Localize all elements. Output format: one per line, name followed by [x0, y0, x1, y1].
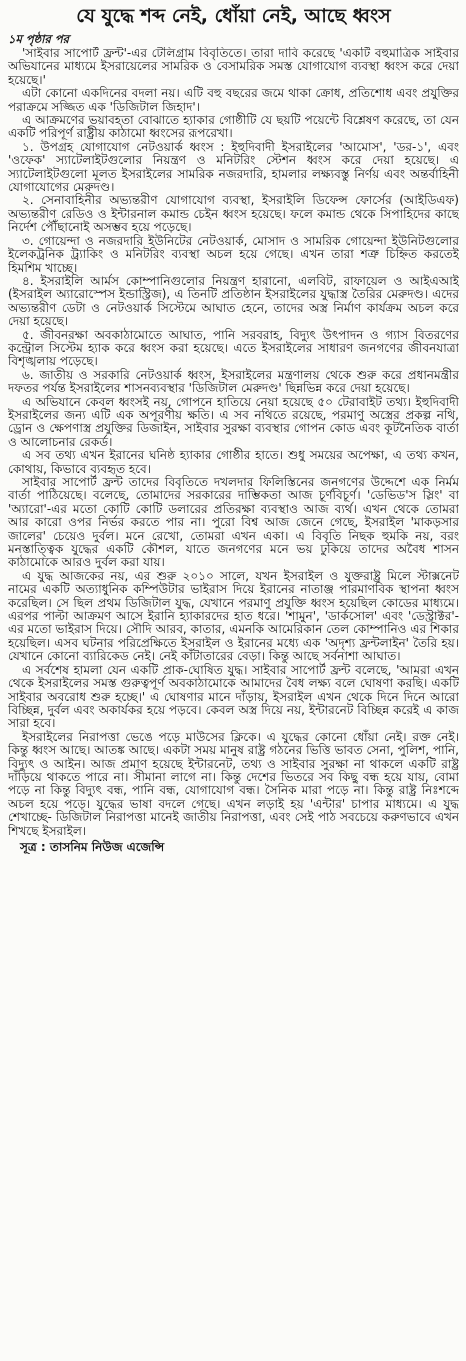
article-paragraph: এটা কোনো একদিনের বদলা নয়। এটি বহু বছরের জমে থাকা ক্রোধ, প্রতিশোধ এবং প্রযুক্তির পরাক্রমে সজ্জিত এক 'ডিজিটাল জিহাদ'।	[8, 86, 459, 114]
article-paragraph: এ যুদ্ধ আজকের নয়, এর শুরু ২০১০ সালে, যখন ইসরাইল ও যুক্তরাষ্ট্র মিলে স্টাক্সনেট নামের একটি অত্যাধুনিক কম্পিউটার ভাইরাস দিয়ে ইরানের নাতাঞ্জ পারমাণবিক স্থাপনা ধ্বংস করেছিল। সে ছিল প্রথম ডিজিটাল যুদ্ধ, যেখানে পরমাণু প্রযুক্তি ধ্বংস হয়েছিল কোডের মাধ্যমে। এরপর পাল্টা আক্রমণ আসে ইরানি হ্যাকারদের হাত ধরে। 'শামুন', 'ডার্কসোল' এবং 'ডেস্ট্রাক্টর'-এর মতো ভাইরাস দিয়ে। সৌদি আরব, কাতার, এমনকি আমেরিকান তেল কোম্পানিও এর শিকার হয়েছিল। এসব ঘটনার পরিপ্রেক্ষিতে ইসরাইল ও ইরানের মধ্যে এক 'অদৃশ্য ফ্রন্টলাইন' তৈরি হয়। যেখানে কোনো ব্যারিকেড নেই। নেই কাঁটাতারের বেড়া। কিন্তু আছে সর্বনাশা আঘাত।	[8, 568, 459, 664]
article-paragraph: ২. সেনাবাহিনীর অভ্যন্তরীণ যোগাযোগ ব্যবস্থা, ইসরাইলি ডিফেন্স ফোর্সের (আইডিএফ) অভ্যন্তরীণ রেডিও ও ইন্টারনাল কমান্ড চেইন ধ্বংস হয়েছে। ফলে কমান্ড থেকে সিপাহিদের কাছে নির্দেশ পৌঁছানোই অসম্ভব হয়ে পড়েছে।	[8, 193, 459, 235]
article-paragraph: ৩. গোয়েন্দা ও নজরদারি ইউনিটের নেটওয়ার্ক, মোসাদ ও সামরিক গোয়েন্দা ইউনিটগুলোর ইলেকট্রনিক ট্র্যাকিং ও মনিটরিং ব্যবস্থা অচল হয়ে গেছে। এখন তারা শত্রু চিহ্নিত করতেই হিমশিম খাচ্ছে।	[8, 233, 459, 275]
article-paragraph: এ সব তথ্য এখন ইরানের ঘনিষ্ঠ হ্যাকার গোষ্ঠীর হাতে। শুধু সময়ের অপেক্ষা, এ তথ্য কখন, কোথায়, কিভাবে ব্যবহৃত হবে।	[8, 448, 459, 476]
article-paragraph: ৫. জীবনরক্ষা অবকাঠামোতে আঘাত, পানি সরবরাহ, বিদ্যুৎ উৎপাদন ও গ্যাস বিতরণের কন্ট্রোল সিস্টেম হ্যাক করে ধ্বংস করা হয়েছে। এতে ইসরাইলের সাধারণ জনগণের জীবনযাত্রা বিশৃঙ্খলায় পড়েছে।	[8, 327, 459, 369]
article-paragraph: সাইবার সাপোর্ট ফ্রন্ট তাদের বিবৃতিতে দখলদার ফিলিস্তিনের জনগণের উদ্দেশে এক নির্মম বার্তা পাঠিয়েছে। বলেছে, তোমাদের সরকারের দাম্ভিকতা আজ চূর্ণবিচূর্ণ। 'ডেভিড'স স্লিং' বা 'অ্যারো'-এর মতো কোটি কোটি ডলারের প্রতিরক্ষা ব্যবস্থাও আজ ব্যর্থ। এখন থেকে তোমরা আর কারো ওপর নির্ভর করতে পার না। পুরো বিশ্ব আজ জেনে গেছে, ইসরাইল 'মাকড়সার জালের' চেয়েও দুর্বল। মনে রেখো, তোমরা এখন একা। এ বিবৃতি নিছক হুমকি নয়, বরং মনস্তাত্ত্বিক যুদ্ধের একটি কৌশল, যাতে জনগণের মনে ভয় ঢুকিয়ে তাদের অবৈধ শাসন কাঠামোকে আরও দুর্বল করা যায়।	[8, 475, 459, 570]
article-body	[8, 47, 459, 854]
article-paragraph: ৬. জাতীয় ও সরকারি নেটওয়ার্ক ধ্বংস, ইসরাইলের মন্ত্রণালয় থেকে শুরু করে প্রধানমন্ত্রীর দফতর পর্যন্ত ইসরাইলের শাসনব্যবস্থার 'ডিজিটাল মেরুদণ্ড' ছিন্নভিন্ন করে দেয়া হয়েছে।	[8, 367, 459, 396]
article-paragraph: এ অভিযানে কেবল ধ্বংসই নয়, গোপনে হাতিয়ে নেয়া হয়েছে ৫০ টেরাবাইট তথ্য। ইহুদিবাদী ইসরাইলের জন্য এটি এক অপূরণীয় ক্ষতি। এ সব নথিতে রয়েছে, পরমাণু অস্ত্রের প্রকল্প নথি, ড্রোন ও ক্ষেপণাস্ত্র প্রযুক্তির ডিজাইন, সাইবার সুরক্ষা ব্যবস্থার গোপন কোড এবং কূটনৈতিক বার্তা ও আলোচনার রেকর্ড।	[8, 394, 459, 449]
article-paragraph: ১. উপগ্রহ যোগাযোগ নেটওয়ার্ক ধ্বংস : ইহুদিবাদী ইসরাইলের 'আমোস', 'ডর-১', এবং 'ওফেক' স্যাটেলাইটগুলোর নিয়ন্ত্রণ ও মনিটরিং স্টেশন ধ্বংস করে দেয়া হয়েছে। এ স্যাটেলাইটগুলো মূলত ইসরাইলের সামরিক নজরদারি, হামলার লক্ষ্যবস্তু নির্ণয় এবং অন্তর্বাহিনী যোগাযোগের মেরুদণ্ড।	[8, 139, 459, 195]
article-paragraph: এ আক্রমণের ভয়াবহতা বোঝাতে হ্যাকার গোষ্ঠীটি যে ছয়টি পয়েন্টে বিশ্লেষণ করেছে, তা যেন একটি পরিপূর্ণ রাষ্ট্রীয় কাঠামো ধ্বংসের রূপরেখা।	[8, 113, 459, 141]
article-title: যে যুদ্ধে শব্দ নেই, ধোঁয়া নেই, আছে ধ্বংস	[76, 5, 391, 27]
article-paragraph: এ সর্বশেষ হামলা যেন একটি প্রাক-ঘোষিত যুদ্ধ। সাইবার সাপোর্ট ফ্রন্ট বলেছে, 'আমরা এখন থেকে ইসরাইলের সমস্ত গুরুত্বপূর্ণ অবকাঠামোকে আমাদের বৈধ লক্ষ্য বলে ঘোষণা করছি। একটি সাইবার অবরোধ শুরু হচ্ছে।' এ ঘোষণার মানে দাঁড়ায়, ইসরাইল এখন থেকে দিনে দিনে আরো বিচ্ছিন্ন, দুর্বল এবং অকার্যকর হয়ে পড়বে। কেবল অস্ত্র দিয়ে নয়, ইন্টারনেট বিচ্ছিন্ন করেই এ কাজ সারা হবে।	[8, 662, 459, 731]
article-paragraph: ৪. ইসরাইলি আর্মস কোম্পানিগুলোর নিয়ন্ত্রণ হারানো, এলবিট, রাফায়েল ও আইএআই (ইসরাইল অ্যারোস্পেস ইন্ডাস্ট্রিজ), এ তিনটি প্রতিষ্ঠান ইসরাইলের যুদ্ধাস্ত্র তৈরির মেরুদণ্ড। এদের অভ্যন্তরীণ ডেটা ও নেটওয়ার্ক সিস্টেমে আঘাত হেনে, তাদের অস্ত্র নির্মাণ কার্যক্রম অচল করে দেয়া হয়েছে।	[8, 273, 459, 329]
source-credit: সূত্র : তাসনিম নিউজ এজেন্সি	[20, 839, 165, 854]
article-paragraph: ইসরাইলের নিরাপত্তা ভেঙে পড়ে মাউসের ক্লিকে। এ যুদ্ধের কোনো ধোঁয়া নেই। রক্ত নেই। কিন্তু ধ্বংস আছে। আতঙ্ক আছে। একটা সময় মানুষ রাষ্ট্র গঠনের ভিত্তি ভাবত সেনা, পুলিশ, পানি, বিদ্যুৎ ও আইন। আজ প্রমাণ হয়েছে ইন্টারনেট, তথ্য ও সাইবার সুরক্ষা না থাকলে একটি রাষ্ট্র দাঁড়িয়ে থাকতে পারে না। সীমানা লাগে না। কিন্তু দেশের ভিতরে সব কিছু বন্ধ হয়ে যায়, বোমা পড়ে না কিন্তু বিদ্যুৎ বন্ধ, পানি বন্ধ, যোগাযোগ বন্ধ। সৈনিক মারা পড়ে না। কিন্তু রাষ্ট্র নিঃশব্দে অচল হয়ে পড়ে। যুদ্ধের ভাষা বদলে গেছে। এখন লড়াই হয় 'এন্টার' চাপার মাধ্যমে। এ যুদ্ধ শেখাচ্ছে- ডিজিটাল নিরাপত্তা মানেই জাতীয় নিরাপত্তা, এবং সেই পাঠ সবচেয়ে করুণভাবে এখন শিখছে ইসরাইল।	[8, 729, 459, 838]
article-paragraph: 'সাইবার সাপোর্ট ফ্রন্ট'-এর টেলিগ্রাম বিবৃতিতে। তারা দাবি করেছে 'একটি বহুমাত্রিক সাইবার অভিযানের মাধ্যমে ইসরায়েলের সামরিক ও বেসামরিক সমস্ত যোগাযোগ ব্যবস্থা ধ্বংস করে দেয়া হয়েছে।'	[8, 47, 459, 87]
continued-from-label: ১ম পৃষ্ঠার পর	[8, 32, 69, 46]
